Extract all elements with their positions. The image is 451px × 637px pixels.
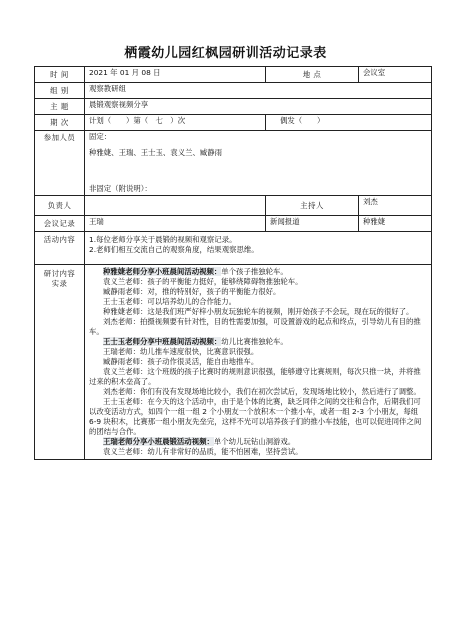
leader-value[interactable] — [85, 196, 266, 216]
discussion-text: 王士玉老师：可以培养幼儿的合作能力。 — [103, 296, 237, 306]
discussion-text: 王瑞老师：幼儿推车速度很快，比赛意识很强。 — [103, 346, 259, 356]
discussion-paragraph — [89, 347, 427, 357]
row-session — [35, 115, 432, 131]
discussion-label — [35, 265, 85, 460]
record-value[interactable]: 王瑞 — [85, 216, 266, 232]
participants-label: 参加人员 — [35, 131, 85, 196]
time-label: 时 间 — [35, 67, 85, 83]
topic-label: 主 题 — [35, 99, 85, 115]
group-value[interactable]: 观察教研组 — [85, 83, 432, 99]
discussion-text: 单个孩子推独轮车。 — [221, 267, 288, 276]
leader-label: 负责人 — [35, 196, 85, 216]
participants-fixed-label: 固定： — [89, 132, 112, 141]
place-value[interactable]: 会议室 — [359, 67, 432, 83]
discussion-paragraph — [89, 307, 427, 317]
row-discussion — [35, 265, 432, 460]
discussion-label-line1: 研讨内容 — [43, 269, 76, 278]
discussion-text: 王士玉老师：在今天的这个活动中，由于是个体的比赛，缺乏同伴之间的交往和合作，后期我们可以改变活动方式，如四个一组一组 2 个小朋友一个放积木一个推小车，或者一组 2-3 个小朋友，每组 6-9 块积木，比赛那一组小朋友先垒完，这样不光可以培养孩子们的推小车技能，也可以促进同伴之间的团结与合作。 — [89, 396, 422, 436]
discussion-text: 幼儿比赛推独轮车。 — [221, 336, 288, 346]
discussion-paragraph — [89, 387, 427, 397]
session-label: 期 次 — [35, 115, 85, 131]
discussion-text: 袁义兰老师：孩子的平衡能力挺好，能够绕障碍物推独轮车。 — [103, 276, 303, 286]
row-leader — [35, 196, 432, 216]
report-value[interactable]: 种雅婕 — [359, 216, 432, 232]
session-plan[interactable]: 计划（ ）第（ 七 ）次 — [85, 115, 266, 131]
discussion-paragraph — [89, 437, 427, 447]
discussion-paragraph — [89, 287, 427, 297]
content-item: 2.老师们相互交流自己的观察角度，结果观察思维。 — [89, 244, 259, 254]
record-label: 会议记录 — [35, 216, 85, 232]
content-label: 活动内容 — [35, 232, 85, 265]
discussion-paragraph — [89, 397, 427, 437]
row-time — [35, 67, 432, 83]
discussion-text: 袁义兰老师：这个班级的孩子比赛时的规则意识很强，能够遵守比赛规则，每次只推一块，并将推过来的积木垒高了。 — [89, 366, 421, 386]
row-content — [35, 232, 432, 265]
discussion-highlight: 王瑞老师分享小班晨锻活动视频： — [103, 436, 214, 446]
discussion-text: 刘杰老师：你们有没有发现场地比较小，我们在初次尝试后，发现场地比较小，然后进行了调整。 — [103, 386, 421, 396]
discussion-text: 种雅婕老师：这是我们班严好梓小朋友玩独轮车的视频，刚开始孩子不会玩，现在玩的很好了。 — [103, 306, 414, 316]
discussion-paragraph — [89, 337, 427, 347]
participants-cell[interactable] — [85, 131, 432, 196]
discussion-paragraph — [89, 447, 427, 457]
place-label: 地 点 — [266, 67, 359, 83]
discussion-paragraph — [89, 277, 427, 287]
discussion-cell[interactable] — [85, 265, 432, 460]
row-group — [35, 83, 432, 99]
content-cell[interactable] — [85, 232, 432, 265]
participants-nonfixed-label: 非固定（附说明）： — [89, 183, 152, 193]
discussion-paragraph — [89, 267, 427, 277]
discussion-text: 臧静雨老师：孩子动作很灵活，能自由地推车。 — [103, 356, 259, 366]
discussion-label-line2: 实录 — [51, 278, 68, 288]
report-label: 新闻报道 — [266, 216, 359, 232]
row-topic — [35, 99, 432, 115]
session-occasional[interactable]: 偶发（ ） — [266, 115, 432, 131]
discussion-text: 单个幼儿玩钻山洞游戏。 — [213, 436, 296, 446]
record-form-table — [34, 66, 432, 460]
discussion-paragraph — [89, 317, 427, 337]
host-label: 主持人 — [266, 196, 359, 216]
row-record — [35, 216, 432, 232]
row-participants — [35, 131, 432, 196]
discussion-paragraph — [89, 357, 427, 367]
discussion-text: 刘杰老师：拍摄视频要有针对性，目的性需要加强，可设置游戏的起点和终点，引导幼儿有目的推车。 — [89, 316, 421, 336]
discussion-text: 袁义兰老师：幼儿有非常好的品质，能不怕困难，坚持尝试。 — [103, 446, 303, 456]
discussion-text: 臧静雨老师：对，推的特别好，孩子的平衡能力很好。 — [103, 286, 281, 296]
participants-fixed-names: 种雅婕、王瑞、王士玉、袁义兰、臧静雨 — [89, 147, 223, 157]
discussion-paragraph — [89, 297, 427, 307]
group-label: 组 别 — [35, 83, 85, 99]
page-title: 栖霞幼儿园红枫园研训活动记录表 — [124, 46, 327, 61]
time-value[interactable]: 2021 年 01 月 08 日 — [85, 67, 266, 83]
content-item: 1.每位老师分享关于晨锻的视频和观察记录。 — [89, 235, 237, 244]
discussion-highlight: 王士玉老师分享中班晨间活动视频： — [103, 336, 222, 346]
discussion-paragraph — [89, 367, 427, 387]
host-value[interactable]: 刘杰 — [359, 196, 432, 216]
discussion-highlight: 种雅婕老师分享小班晨间活动视频： — [103, 267, 222, 276]
topic-value[interactable]: 晨锻观察视频分享 — [85, 99, 432, 115]
